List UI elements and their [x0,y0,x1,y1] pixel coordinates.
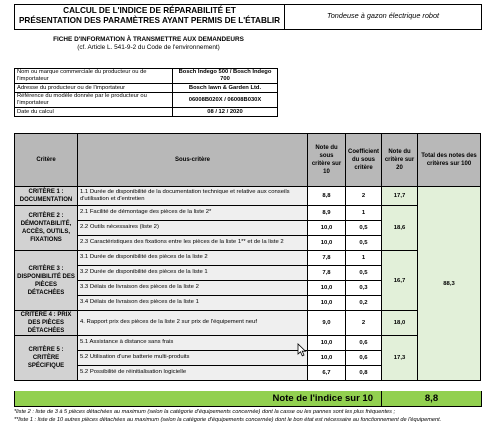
table-header-row [15,134,481,187]
criterion-name: CRITÈRE 2 : DÉMONTABILITÉ, ACCÈS, OUTILS, FIXATIONS [15,206,78,251]
info-value: Bosch Indego 500 / Bosch Indego 700 [173,69,278,84]
document-title [15,5,285,29]
sub-criterion-coef: 0,2 [346,296,382,311]
criterion-score: 16,7 [382,251,418,311]
title-line-1: CALCUL DE L'INDICE DE RÉPARABILITÉ ET [63,6,236,15]
final-index-bar [14,391,482,407]
sub-criterion-note: 10,0 [308,296,346,311]
sub-criterion-coef: 1 [346,206,382,221]
sub-criterion-note: 8,8 [308,187,346,206]
criterion-name: CRITÈRE 3 : DISPONIBILITÉ DES PIÈCES DÉTACHÉES [15,251,78,311]
sub-criterion-coef: 1 [346,251,382,266]
criterion-score: 17,3 [382,336,418,381]
sub-criterion-label: 5.1 Assistance à distance sans frais [78,336,308,351]
sub-criterion-label: 4. Rapport prix des pièces de la liste 2 sur prix de l'équipement neuf [78,311,308,336]
sub-criterion-coef: 0,3 [346,281,382,296]
final-index-value: 8,8 [382,391,481,406]
title-line-2: PRÉSENTATION DES PARAMÈTRES AYANT PERMIS DE L'ÉTABLIR [18,16,281,25]
info-value: 06008B020X / 06008B030X [173,93,278,108]
header-note-critere: Note du critère sur 20 [382,134,418,187]
header-note-sous: Note du sous critère sur 10 [308,134,346,187]
sub-criterion-label: 3.2 Durée de disponibilité des pièces de la liste 1 [78,266,308,281]
sub-criterion-label: 3.4 Délais de livraison des pièces de la liste 1 [78,296,308,311]
final-index-label: Note de l'indice sur 10 [15,391,382,406]
table-row [15,251,481,266]
info-label: Date du calcul [15,108,173,117]
sub-criterion-note: 10,0 [308,221,346,236]
info-row [15,93,278,108]
sub-criterion-label: 1.1 Durée de disponibilité de la documentation technique et relative aux conseils d'utilisation et d'entretien [78,187,308,206]
header-coef: Coefficient du sous critère [346,134,382,187]
sub-criterion-note: 10,0 [308,336,346,351]
table-row [15,336,481,351]
header-critere: Critère [15,134,78,187]
table-row [15,187,481,206]
table-row [15,311,481,336]
info-row [15,69,278,84]
sub-criterion-label: 3.3 Délais de livraison des pièces de la liste 2 [78,281,308,296]
footnote-list-1: **liste 1 : liste de 10 autres pièces détachées au maximum (selon la catégorie d'équipements concernée) dont le bon état est nécessaire au fonctionnement de l'équipement. [14,416,442,423]
sub-criterion-coef: 0,8 [346,366,382,381]
sub-criterion-label: 3.1 Durée de disponibilité des pièces de la liste 2 [78,251,308,266]
footnote-list-2: *liste 2 : liste de 3 à 5 pièces détachées au maximum (selon la catégorie d'équipements concernée) dont la casse ou les pannes sont les plus fréquentes ; [14,409,396,415]
sub-criterion-note: 9,0 [308,311,346,336]
header-box [14,4,482,30]
footnotes [14,409,480,425]
info-label: Référence du modèle donnée par le producteur ou l'importateur [15,93,173,108]
mouse-pointer-icon [297,343,307,357]
sub-criterion-label: 2.2 Outils nécessaires (liste 2) [78,221,308,236]
sub-criterion-label: 5.2 Possibilité de réinitialisation logicielle [78,366,308,381]
sub-criterion-coef: 0,6 [346,336,382,351]
criterion-name: CRITÈRE 5 : CRITÈRE SPÉCIFIQUE [15,336,78,381]
criterion-name: CRITÈRE 4 : PRIX DES PIÈCES DÉTACHÉES [15,311,78,336]
repairability-table [14,133,481,381]
criterion-name: CRITÈRE 1 : DOCUMENTATION [15,187,78,206]
header-sous-critere: Sous-critère [78,134,308,187]
sub-criterion-coef: 0,5 [346,236,382,251]
info-row [15,84,278,93]
fiche-title: FICHE D'INFORMATION À TRANSMETTRE AUX DEMANDEURS [53,36,244,43]
sub-criterion-note: 6,7 [308,366,346,381]
info-value: Bosch lawn & Garden Ltd. [173,84,278,93]
sub-criterion-note: 10,0 [308,281,346,296]
sub-criterion-note: 7,8 [308,251,346,266]
product-type: Tondeuse à gazon électrique robot [326,11,440,20]
sub-criterion-coef: 0,5 [346,221,382,236]
header-total: Total des notes des critères sur 100 [418,134,481,187]
sub-criterion-note: 8,9 [308,206,346,221]
sub-criterion-coef: 2 [346,311,382,336]
total-score: 88,3 [418,187,481,381]
sub-criterion-label: 2.1 Facilité de démontage des pièces de la liste 2* [78,206,308,221]
criterion-score: 18,0 [382,311,418,336]
sub-criterion-note: 7,8 [308,266,346,281]
sub-criterion-coef: 0,5 [346,266,382,281]
info-label: Adresse du producteur ou de l'importateur [15,84,173,93]
criterion-score: 18,6 [382,206,418,251]
sub-criterion-coef: 0,6 [346,351,382,366]
criterion-score: 17,7 [382,187,418,206]
info-label: Nom ou marque commerciale du producteur ou de l'importateur [15,69,173,84]
info-value: 08 / 12 / 2020 [173,108,278,117]
sub-criterion-label: 5.2 Utilisation d'une batterie multi-produits [78,351,308,366]
producer-info-table [14,68,278,117]
sub-criterion-label: 2.3 Caractéristiques des fixations entre les pièces de la liste 1** et de la liste 2 [78,236,308,251]
fiche-subtitle: (cf. Article L. 541-9-2 du Code de l'environnement) [77,44,220,51]
sub-criterion-note: 10,0 [308,351,346,366]
sub-criterion-note: 10,0 [308,236,346,251]
fiche-heading [14,36,283,52]
table-row [15,206,481,221]
info-row [15,108,278,117]
sub-criterion-coef: 2 [346,187,382,206]
